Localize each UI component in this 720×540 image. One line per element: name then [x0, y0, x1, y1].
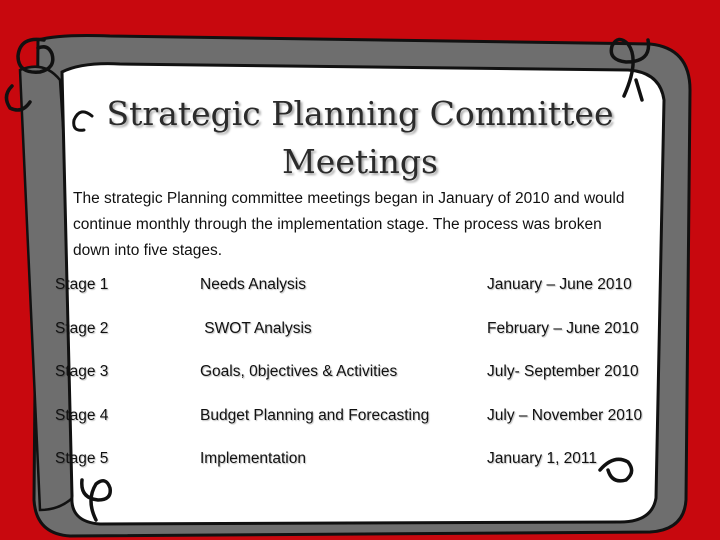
intro-paragraph: The strategic Planning committee meetings began in January of 2010 and would continue monthly through the implementation stage. The process was broken down into five stages.	[73, 190, 625, 259]
stage-row	[55, 396, 675, 440]
stage-dates: July – November 2010	[487, 406, 643, 424]
stage-dates: July- September 2010	[487, 363, 639, 380]
stage-dates: January 1, 2011	[487, 450, 598, 467]
stage-dates: January – June 2010	[487, 276, 632, 293]
stage-row	[55, 352, 675, 396]
stage-name: SWOT Analysis	[200, 319, 312, 337]
stage-number: Stage 3	[55, 363, 109, 380]
stage-name: Budget Planning and Forecasting	[200, 406, 430, 424]
stage-row	[55, 309, 675, 353]
title-line-1: Strategic Planning Committee	[106, 94, 614, 133]
stage-dates: February – June 2010	[487, 319, 639, 337]
stage-name: Goals, 0bjectives & Activities	[200, 363, 398, 380]
slide-title	[80, 90, 640, 186]
stage-number: Stage 5	[55, 450, 109, 467]
stage-number: Stage 4	[55, 406, 109, 424]
stage-number: Stage 1	[55, 276, 109, 293]
stage-row	[55, 265, 675, 309]
title-line-2: Meetings	[282, 142, 438, 181]
stage-name: Needs Analysis	[200, 276, 306, 293]
stages-table	[55, 265, 675, 483]
stage-row	[55, 439, 675, 483]
stage-name: Implementation	[200, 450, 306, 467]
stage-number: Stage 2	[55, 319, 109, 337]
